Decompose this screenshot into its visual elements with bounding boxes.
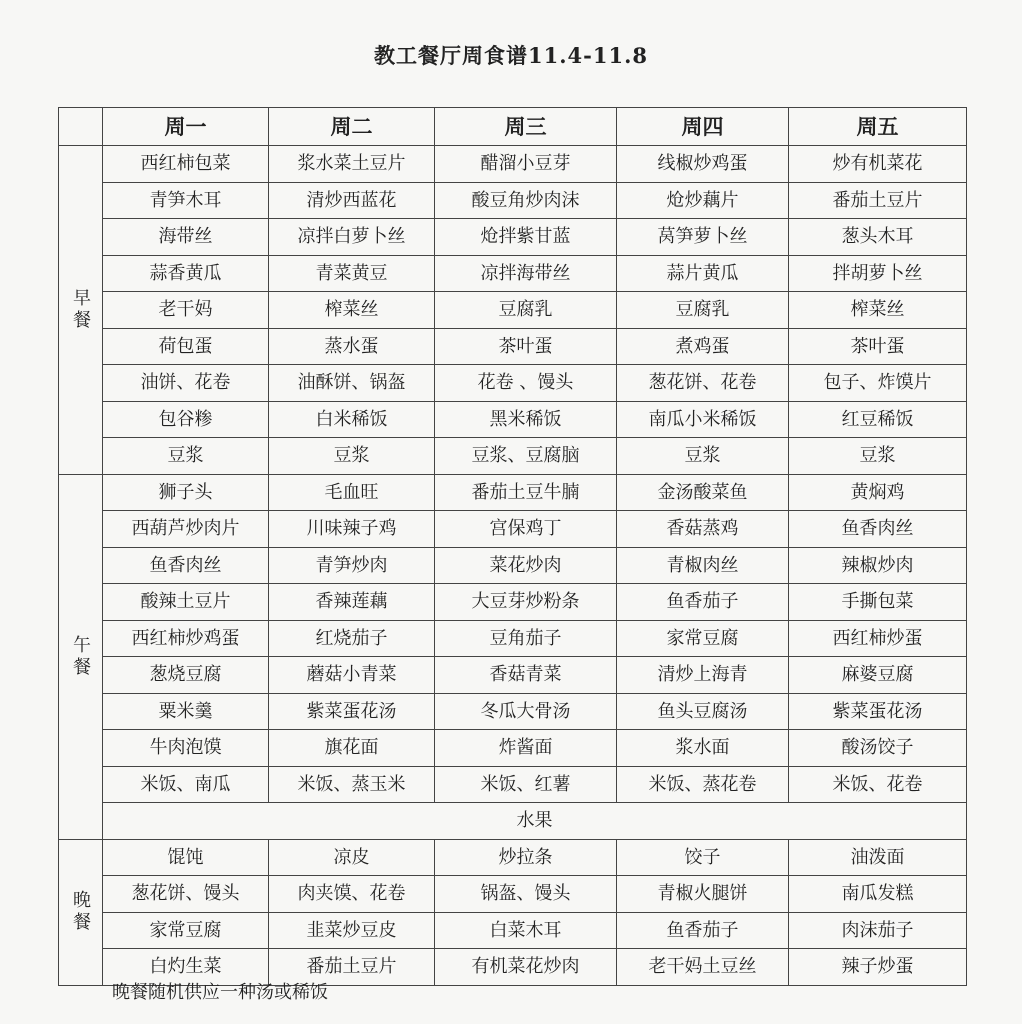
dish-cell: 辣子炒蛋 bbox=[789, 949, 967, 986]
dish-cell: 有机菜花炒肉 bbox=[435, 949, 617, 986]
dish-cell: 西红柿炒鸡蛋 bbox=[103, 620, 269, 657]
dish-cell: 家常豆腐 bbox=[617, 620, 789, 657]
dish-cell: 肉沫茄子 bbox=[789, 912, 967, 949]
dish-cell: 豆浆 bbox=[103, 438, 269, 475]
dish-cell: 白灼生菜 bbox=[103, 949, 269, 986]
dish-cell: 菜花炒肉 bbox=[435, 547, 617, 584]
dish-cell: 黄焖鸡 bbox=[789, 474, 967, 511]
dish-cell: 茶叶蛋 bbox=[435, 328, 617, 365]
dish-cell: 旗花面 bbox=[269, 730, 435, 767]
dish-cell: 红烧茄子 bbox=[269, 620, 435, 657]
dish-cell: 豆角茄子 bbox=[435, 620, 617, 657]
breakfast-row bbox=[59, 438, 967, 475]
dish-cell: 葱头木耳 bbox=[789, 219, 967, 256]
dish-cell: 凉皮 bbox=[269, 839, 435, 876]
dish-cell: 炝拌紫甘蓝 bbox=[435, 219, 617, 256]
dish-cell: 油泼面 bbox=[789, 839, 967, 876]
fruit-row bbox=[59, 803, 967, 840]
lunch-row bbox=[59, 620, 967, 657]
day-header: 周二 bbox=[269, 108, 435, 146]
dish-cell: 鱼香茄子 bbox=[617, 584, 789, 621]
dish-cell: 锅盔、馒头 bbox=[435, 876, 617, 913]
dish-cell: 鱼香肉丝 bbox=[789, 511, 967, 548]
breakfast-row bbox=[59, 255, 967, 292]
dish-cell: 荷包蛋 bbox=[103, 328, 269, 365]
dish-cell: 酸豆角炒肉沫 bbox=[435, 182, 617, 219]
dish-cell: 炝炒藕片 bbox=[617, 182, 789, 219]
dish-cell: 狮子头 bbox=[103, 474, 269, 511]
day-header: 周四 bbox=[617, 108, 789, 146]
dish-cell: 豆浆 bbox=[269, 438, 435, 475]
dish-cell: 炒拉条 bbox=[435, 839, 617, 876]
dish-cell: 西葫芦炒肉片 bbox=[103, 511, 269, 548]
dish-cell: 海带丝 bbox=[103, 219, 269, 256]
dish-cell: 大豆芽炒粉条 bbox=[435, 584, 617, 621]
dish-cell: 饺子 bbox=[617, 839, 789, 876]
dish-cell: 鱼香茄子 bbox=[617, 912, 789, 949]
dish-cell: 辣椒炒肉 bbox=[789, 547, 967, 584]
dish-cell: 葱烧豆腐 bbox=[103, 657, 269, 694]
dinner-row bbox=[59, 839, 967, 876]
dish-cell: 白菜木耳 bbox=[435, 912, 617, 949]
dish-cell: 包谷糁 bbox=[103, 401, 269, 438]
dish-cell: 蒜片黄瓜 bbox=[617, 255, 789, 292]
dish-cell: 米饭、红薯 bbox=[435, 766, 617, 803]
dish-cell: 拌胡萝卜丝 bbox=[789, 255, 967, 292]
breakfast-row bbox=[59, 365, 967, 402]
dish-cell: 米饭、南瓜 bbox=[103, 766, 269, 803]
dinner-label: 晚餐 bbox=[59, 839, 103, 985]
dish-cell: 南瓜发糕 bbox=[789, 876, 967, 913]
dish-cell: 炸酱面 bbox=[435, 730, 617, 767]
day-header-row bbox=[59, 108, 967, 146]
dish-cell: 油酥饼、锅盔 bbox=[269, 365, 435, 402]
dish-cell: 线椒炒鸡蛋 bbox=[617, 146, 789, 183]
dish-cell: 花卷 、馒头 bbox=[435, 365, 617, 402]
dish-cell: 浆水面 bbox=[617, 730, 789, 767]
dish-cell: 酸辣土豆片 bbox=[103, 584, 269, 621]
dish-cell: 麻婆豆腐 bbox=[789, 657, 967, 694]
dish-cell: 家常豆腐 bbox=[103, 912, 269, 949]
dish-cell: 南瓜小米稀饭 bbox=[617, 401, 789, 438]
weekly-menu-table bbox=[58, 107, 967, 986]
dish-cell: 清炒上海青 bbox=[617, 657, 789, 694]
lunch-label: 午餐 bbox=[59, 474, 103, 839]
dish-cell: 米饭、花卷 bbox=[789, 766, 967, 803]
breakfast-row bbox=[59, 292, 967, 329]
dish-cell: 米饭、蒸花卷 bbox=[617, 766, 789, 803]
breakfast-label: 早餐 bbox=[59, 146, 103, 475]
dish-cell: 豆腐乳 bbox=[435, 292, 617, 329]
dish-cell: 榨菜丝 bbox=[269, 292, 435, 329]
dish-cell: 红豆稀饭 bbox=[789, 401, 967, 438]
dinner-row bbox=[59, 912, 967, 949]
dish-cell: 油饼、花卷 bbox=[103, 365, 269, 402]
breakfast-row bbox=[59, 182, 967, 219]
page-title: 教工餐厅周食谱11.4-11.8 bbox=[373, 43, 648, 68]
dish-cell: 豆浆、豆腐脑 bbox=[435, 438, 617, 475]
dish-cell: 青椒肉丝 bbox=[617, 547, 789, 584]
breakfast-row bbox=[59, 219, 967, 256]
day-header: 周一 bbox=[103, 108, 269, 146]
dish-cell: 川味辣子鸡 bbox=[269, 511, 435, 548]
dish-cell: 蒸水蛋 bbox=[269, 328, 435, 365]
lunch-row bbox=[59, 657, 967, 694]
dish-cell: 香菇蒸鸡 bbox=[617, 511, 789, 548]
dish-cell: 榨菜丝 bbox=[789, 292, 967, 329]
breakfast-row bbox=[59, 328, 967, 365]
dish-cell: 酸汤饺子 bbox=[789, 730, 967, 767]
dish-cell: 老干妈 bbox=[103, 292, 269, 329]
dish-cell: 香辣莲藕 bbox=[269, 584, 435, 621]
dish-cell: 牛肉泡馍 bbox=[103, 730, 269, 767]
dish-cell: 粟米羹 bbox=[103, 693, 269, 730]
dish-cell: 手撕包菜 bbox=[789, 584, 967, 621]
dish-cell: 蒜香黄瓜 bbox=[103, 255, 269, 292]
dish-cell: 黑米稀饭 bbox=[435, 401, 617, 438]
dish-cell: 肉夹馍、花卷 bbox=[269, 876, 435, 913]
dish-cell: 鱼香肉丝 bbox=[103, 547, 269, 584]
dish-cell: 毛血旺 bbox=[269, 474, 435, 511]
dish-cell: 老干妈土豆丝 bbox=[617, 949, 789, 986]
lunch-row bbox=[59, 693, 967, 730]
dish-cell: 番茄土豆片 bbox=[269, 949, 435, 986]
day-header: 周三 bbox=[435, 108, 617, 146]
dish-cell: 豆腐乳 bbox=[617, 292, 789, 329]
dish-cell: 青菜黄豆 bbox=[269, 255, 435, 292]
dish-cell: 葱花饼、馒头 bbox=[103, 876, 269, 913]
dish-cell: 蘑菇小青菜 bbox=[269, 657, 435, 694]
dish-cell: 紫菜蛋花汤 bbox=[789, 693, 967, 730]
dish-cell: 番茄土豆片 bbox=[789, 182, 967, 219]
lunch-row bbox=[59, 474, 967, 511]
dish-cell: 香菇青菜 bbox=[435, 657, 617, 694]
dish-cell: 茶叶蛋 bbox=[789, 328, 967, 365]
dish-cell: 青笋木耳 bbox=[103, 182, 269, 219]
dish-cell: 莴笋萝卜丝 bbox=[617, 219, 789, 256]
dish-cell: 煮鸡蛋 bbox=[617, 328, 789, 365]
dish-cell: 炒有机菜花 bbox=[789, 146, 967, 183]
dish-cell: 冬瓜大骨汤 bbox=[435, 693, 617, 730]
dish-cell: 西红柿包菜 bbox=[103, 146, 269, 183]
lunch-row bbox=[59, 547, 967, 584]
lunch-row bbox=[59, 584, 967, 621]
dish-cell: 番茄土豆牛腩 bbox=[435, 474, 617, 511]
dish-cell: 凉拌海带丝 bbox=[435, 255, 617, 292]
lunch-row bbox=[59, 766, 967, 803]
dish-cell: 金汤酸菜鱼 bbox=[617, 474, 789, 511]
dish-cell: 凉拌白萝卜丝 bbox=[269, 219, 435, 256]
dish-cell: 浆水菜土豆片 bbox=[269, 146, 435, 183]
dish-cell: 馄饨 bbox=[103, 839, 269, 876]
dish-cell: 鱼头豆腐汤 bbox=[617, 693, 789, 730]
dish-cell: 西红柿炒蛋 bbox=[789, 620, 967, 657]
breakfast-row bbox=[59, 146, 967, 183]
corner-cell bbox=[59, 108, 103, 146]
dish-cell: 豆浆 bbox=[789, 438, 967, 475]
day-header: 周五 bbox=[789, 108, 967, 146]
dish-cell: 韭菜炒豆皮 bbox=[269, 912, 435, 949]
dish-cell: 紫菜蛋花汤 bbox=[269, 693, 435, 730]
lunch-row bbox=[59, 730, 967, 767]
dish-cell: 宫保鸡丁 bbox=[435, 511, 617, 548]
breakfast-row bbox=[59, 401, 967, 438]
lunch-row bbox=[59, 511, 967, 548]
fruit-cell: 水果 bbox=[103, 803, 967, 840]
dish-cell: 醋溜小豆芽 bbox=[435, 146, 617, 183]
dish-cell: 青椒火腿饼 bbox=[617, 876, 789, 913]
dish-cell: 青笋炒肉 bbox=[269, 547, 435, 584]
dinner-row bbox=[59, 876, 967, 913]
dish-cell: 米饭、蒸玉米 bbox=[269, 766, 435, 803]
dish-cell: 清炒西蓝花 bbox=[269, 182, 435, 219]
dish-cell: 豆浆 bbox=[617, 438, 789, 475]
dish-cell: 葱花饼、花卷 bbox=[617, 365, 789, 402]
dinner-note: 晚餐随机供应一种汤或稀饭 bbox=[112, 982, 328, 1003]
dish-cell: 包子、炸馍片 bbox=[789, 365, 967, 402]
dish-cell: 白米稀饭 bbox=[269, 401, 435, 438]
